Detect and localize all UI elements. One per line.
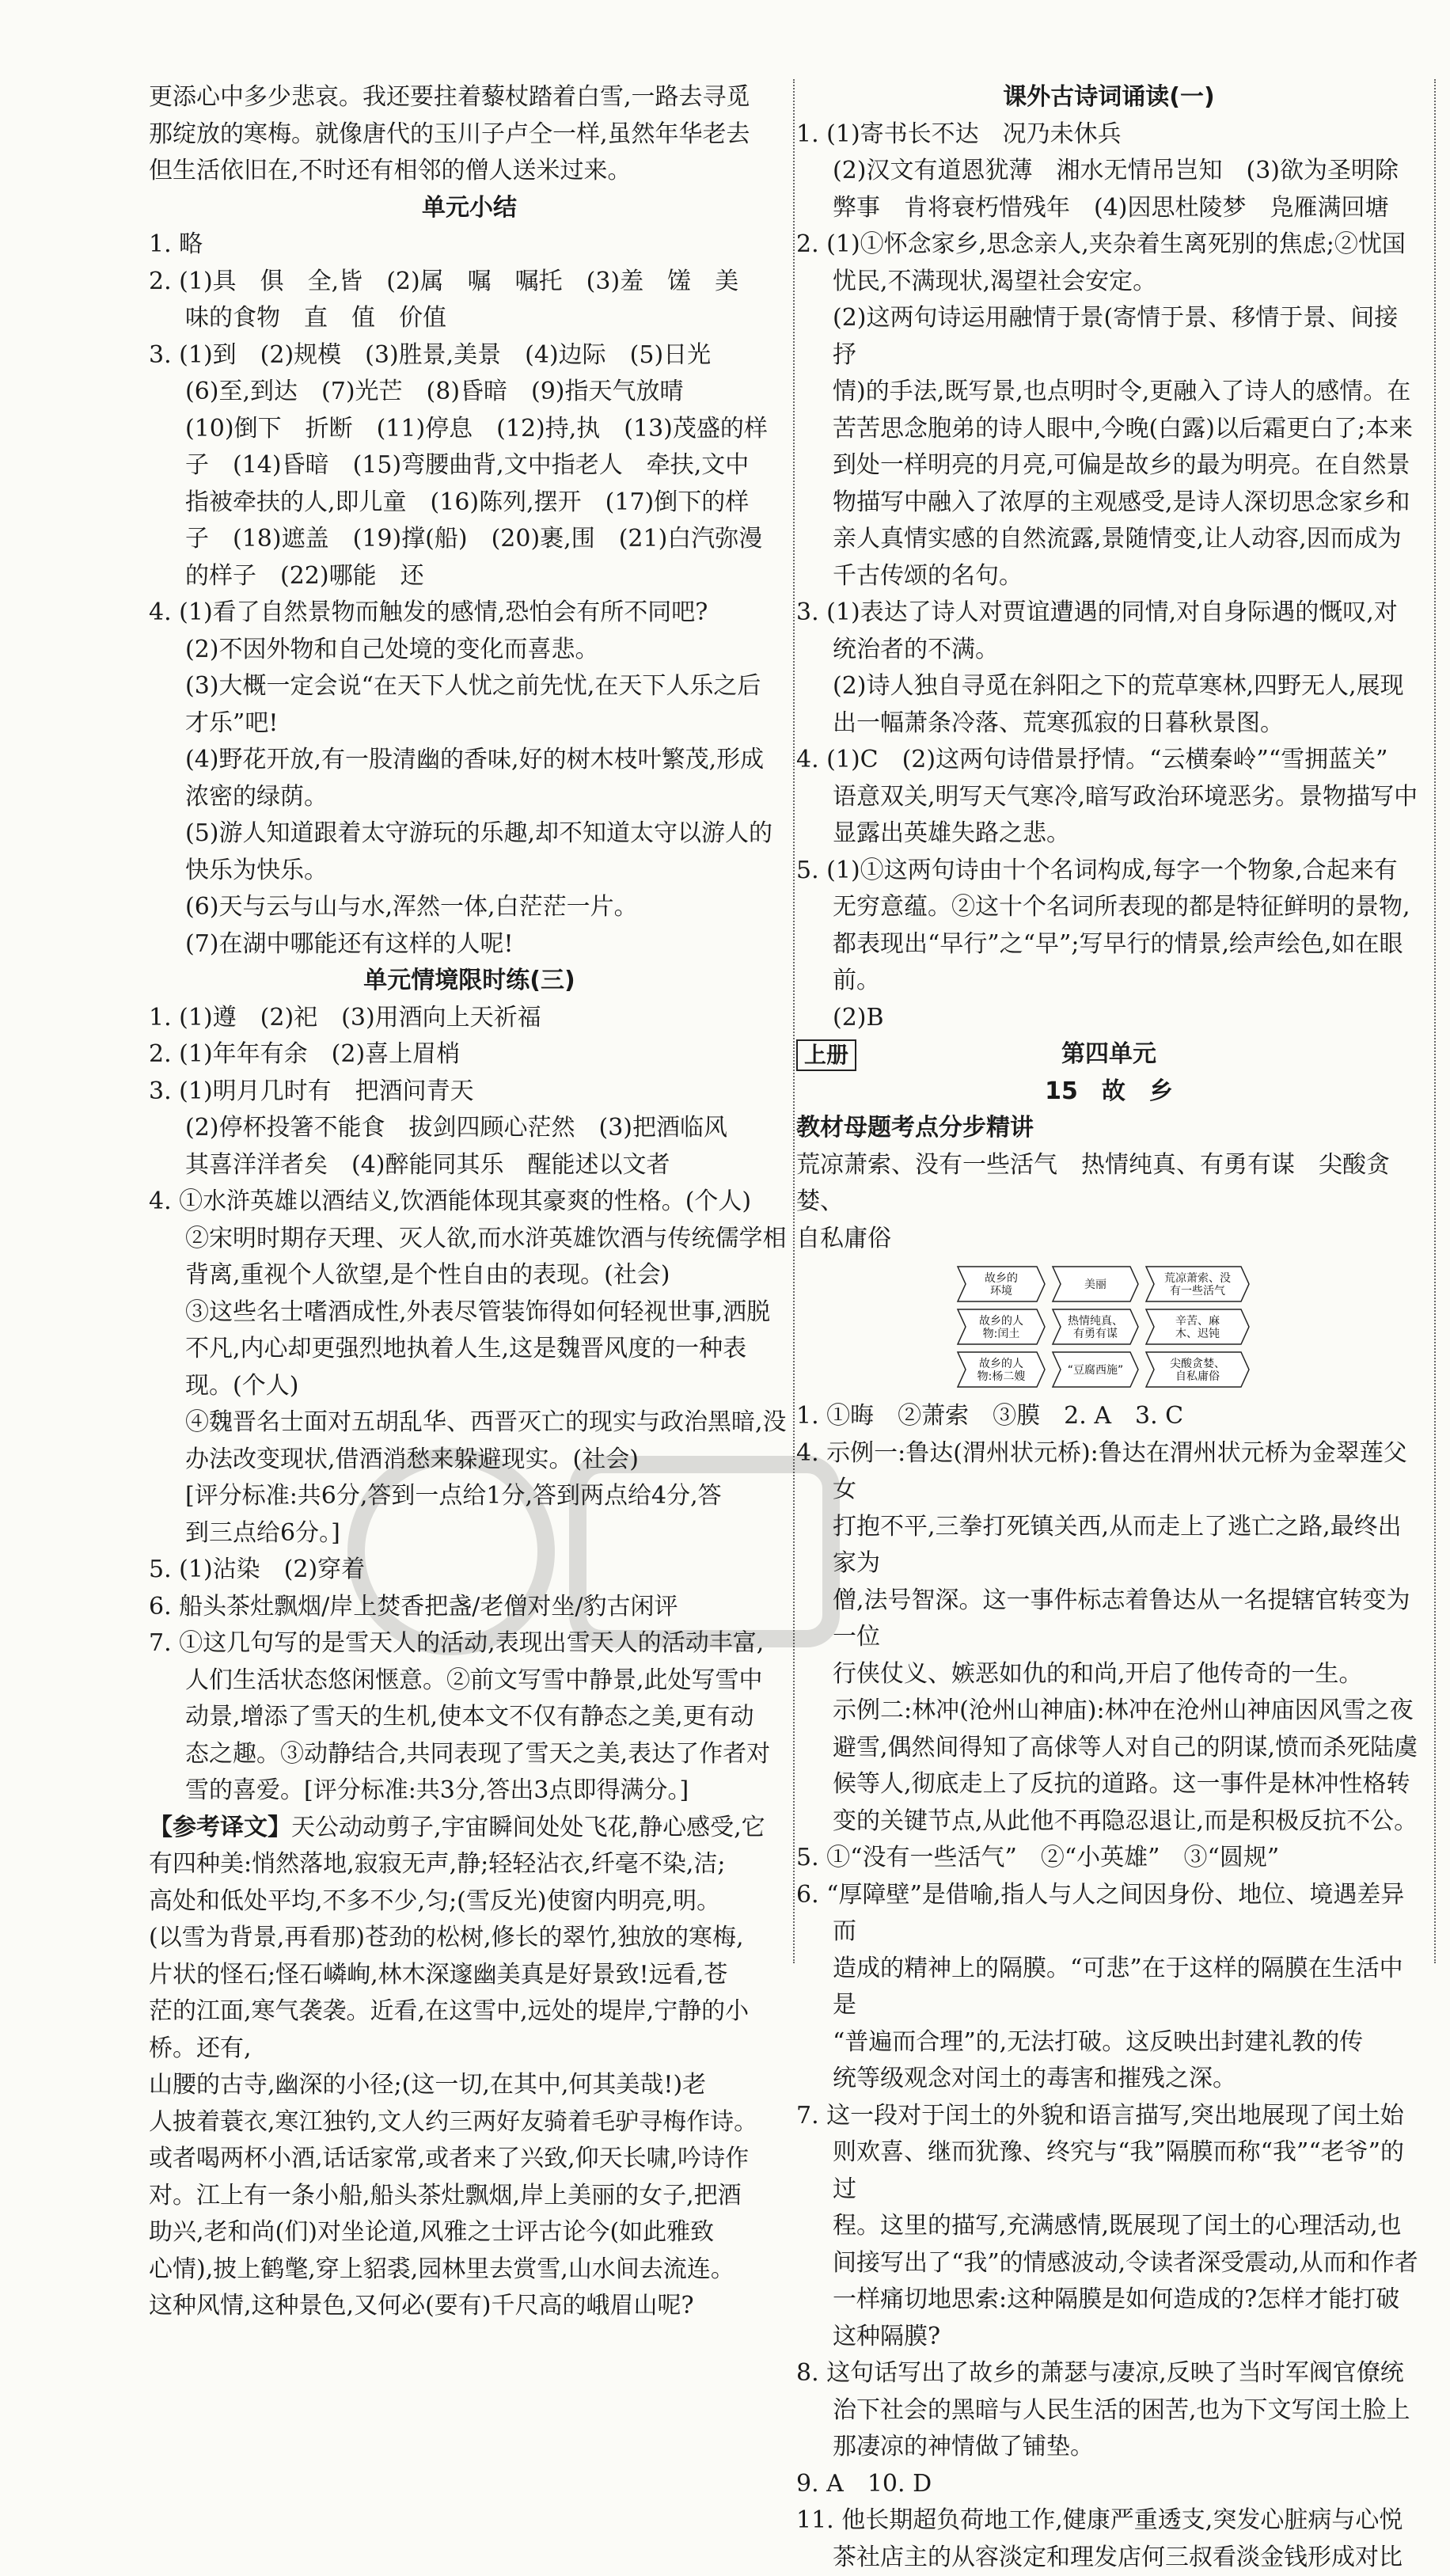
answer-line: 2. (1)①怀念家乡,思念亲人,夹杂着生离死别的焦虑;②忧国 [796, 226, 1422, 264]
answer-line: 2. (1)年年有余 (2)喜上眉梢 [149, 1036, 790, 1073]
answer-line: 才乐”吧! [149, 705, 790, 743]
answer-line: 8. 这句话写出了故乡的萧瑟与凄凉,反映了当时军阀官僚统 [796, 2355, 1422, 2392]
answer-line: 背离,重视个人欲望,是个性自由的表现。(社会) [149, 1257, 790, 1294]
translation-line: 对。江上有一条小船,船头茶灶飘烟,岸上美丽的女子,把酒 [149, 2178, 790, 2215]
answer-line: 4. (1)C (2)这两句诗借景抒情。“云横秦岭”“雪拥蓝关” [796, 742, 1422, 779]
answer-line: 则欢喜、继而犹豫、终究与“我”隔膜而称“我”“老爷”的过 [796, 2134, 1422, 2208]
answer-line: 示例二:林冲(沧州山神庙):林冲在沧州山神庙因风雪之夜 [796, 1693, 1422, 1730]
translation-line: 这种风情,这种景色,又何必(要有)千尺高的峨眉山呢? [149, 2288, 790, 2325]
answer-line: ②宋明时期存天理、灭人欲,而水浒英雄饮酒与传统儒学相 [149, 1221, 790, 1258]
answer-line: 4. 示例一:鲁达(渭州状元桥):鲁达在渭州状元桥为金翠莲父女 [796, 1435, 1422, 1509]
volume-tag: 上册 [796, 1039, 856, 1071]
answer-line: 打抱不平,三拳打死镇关西,从而走上了逃亡之路,最终出家为 [796, 1509, 1422, 1582]
translation-line: (以雪为背景,再看那)苍劲的松树,修长的翠竹,独放的寒梅, [149, 1920, 790, 1957]
answer-line: 僧,法号智深。这一事件标志着鲁达从一名提辖官转变为一位 [796, 1582, 1422, 1656]
diagram-label: 辛苦、麻 [1175, 1314, 1220, 1328]
answer-line: (7)在湖中哪能还有这样的人呢! [149, 926, 790, 963]
answer-line: 指被牵扶的人,即儿童 (16)陈列,摆开 (17)倒下的样 [149, 484, 790, 522]
answer-line: 现。(个人) [149, 1368, 790, 1405]
answer-line: 1. 略 [149, 226, 790, 264]
lesson-title: 15 故 乡 [796, 1073, 1422, 1111]
diagram-label: “豆腐西施” [1068, 1364, 1124, 1377]
answer-line: 统等级观念对闰土的毒害和摧残之深。 [796, 2061, 1422, 2098]
diagram-label: 物:杨二嫂 [977, 1370, 1026, 1383]
diagram-label: 尖酸贪婪、 [1170, 1357, 1225, 1370]
answer-line: 避雪,偶然间得知了高俅等人对自己的阴谋,愤而杀死陆虞 [796, 1730, 1422, 1767]
key-line: 荒凉萧索、没有一些活气 热情纯真、有勇有谋 尖酸贪婪、 [796, 1147, 1422, 1221]
answer-line: (3)大概一定会说“在天下人忧之前先忧,在天下人乐之后 [149, 668, 790, 705]
answer-line: 无穷意蕴。②这十个名词所表现的都是特征鲜明的景物, [796, 889, 1422, 926]
answer-line: 办法改变现状,借酒消愁来躲避现实。(社会) [149, 1442, 790, 1479]
answer-line: 亲人真情实感的自然流露,景随情变,让人动容,因而成为 [796, 521, 1422, 558]
translation-line: 有四种美:悄然落地,寂寂无声,静;轻轻沾衣,纤毫不染,洁; [149, 1846, 790, 1883]
answer-line: (2)B [796, 1000, 1422, 1037]
answer-line: 苦苦思念胞弟的诗人眼中,今晚(白露)以后霜更白了;本来 [796, 411, 1422, 448]
text-line: 那绽放的寒梅。就像唐代的玉川子卢仝一样,虽然年华老去 [149, 116, 790, 154]
answer-line: 变的关键节点,从此他不再隐忍退让,而是积极反抗不公。 [796, 1803, 1422, 1841]
answer-line: 浓密的绿荫。 [149, 779, 790, 816]
answer-line: 其喜洋洋者矣 (4)醉能同其乐 醒能述以文者 [149, 1147, 790, 1184]
answer-line: 程。这里的描写,充满感情,既展现了闰土的心理活动,也 [796, 2208, 1422, 2245]
intro-paragraph [149, 79, 790, 190]
answer-line: 1. (1)遵 (2)祀 (3)用酒向上天祈福 [149, 1000, 790, 1037]
answer-line: ③这些名士嗜酒成性,外表尽管装饰得如何轻视世事,洒脱 [149, 1294, 790, 1332]
diagram-label: 有一些活气 [1170, 1284, 1225, 1297]
answer-line: 情)的手法,既写景,也点明时令,更融入了诗人的感情。在 [796, 374, 1422, 411]
answer-line: 统治者的不满。 [796, 632, 1422, 669]
lesson-answers [796, 1398, 1422, 2576]
answer-line: 物描写中融入了浓厚的主观感受,是诗人深切思念家乡和 [796, 484, 1422, 522]
translation-line: 助兴,老和尚(们)对坐论道,风雅之士评古论今(如此雅致 [149, 2214, 790, 2251]
answer-line: (2)这两句诗运用融情于景(寄情于景、移情于景、间接抒 [796, 300, 1422, 374]
answer-line: 那凄凉的神情做了铺垫。 [796, 2429, 1422, 2466]
answer-line: 2. (1)具 俱 全,皆 (2)属 嘱 嘱托 (3)羞 馐 美 [149, 264, 790, 301]
translation-line: 心情),披上鹤氅,穿上貂裘,园林里去赏雪,山水间去流连。 [149, 2251, 790, 2289]
answer-line: 这种隔膜? [796, 2319, 1422, 2356]
translation-label: 【参考译文】 [149, 1814, 291, 1841]
text-line: 更添心中多少悲哀。我还要拄着藜杖踏着白雪,一路去寻觅 [149, 79, 790, 116]
translation-line: 人披着蓑衣,寒江独钓,文人约三两好友骑着毛驴寻梅作诗。 [149, 2104, 790, 2141]
answer-line: 7. 这一段对于闰土的外貌和语言描写,突出地展现了闰土始 [796, 2098, 1422, 2135]
answer-line: 都表现出“早行”之“早”;写早行的情景,绘声绘色,如在眼 [796, 926, 1422, 963]
answer-line: 5. (1)沾染 (2)穿着 [149, 1552, 790, 1589]
answer-line: 千古传颂的名句。 [796, 558, 1422, 595]
answer-line: ④魏晋名士面对五胡乱华、西晋灭亡的现实与政治黑暗,没 [149, 1404, 790, 1442]
diagram-label: 物:闰土 [983, 1327, 1020, 1340]
diagram-label: 自私庸俗 [1175, 1370, 1220, 1383]
unit-title: 第四单元 [796, 1036, 1422, 1073]
unit-header-row [796, 1036, 1422, 1073]
translation-first-line [149, 1810, 790, 1847]
answer-line: 5. (1)①这两句诗由十个名词构成,每字一个物象,合起来有 [796, 853, 1422, 890]
diagram-label: 荒凉萧索、没 [1164, 1271, 1231, 1285]
translation-line: 茫的江面,寒气袭袭。近看,在这雪中,远处的堤岸,宁静的小桥。还有, [149, 1993, 790, 2067]
answer-line: 出一幅萧条冷落、荒寒孤寂的日暮秋景图。 [796, 705, 1422, 743]
answer-line: 行侠仗义、嫉恶如仇的和尚,开启了他传奇的一生。 [796, 1656, 1422, 1693]
answer-line: 3. (1)明月几时有 把酒问青天 [149, 1073, 790, 1111]
translation-body [149, 1846, 790, 2325]
diagram-label: 故乡的 [985, 1272, 1018, 1285]
answer-line: (2)不因外物和自己处境的变化而喜悲。 [149, 632, 790, 669]
section-heading-unit-summary: 单元小结 [149, 190, 790, 227]
answer-line: 4. (1)看了自然景物而触发的感情,恐怕会有所不同吧? [149, 595, 790, 632]
answer-line: (2)停杯投箸不能食 拔剑四顾心茫然 (3)把酒临风 [149, 1110, 790, 1147]
diagram-label: 有勇有谋 [1073, 1327, 1118, 1340]
answer-line: 6. “厚障壁”是借喻,指人与人之间因身份、地位、境遇差异而 [796, 1877, 1422, 1951]
answer-line: 11. 他长期超负荷地工作,健康严重透支,突发心脏病与心悦 [796, 2502, 1422, 2540]
answer-line: 6. 船头茶灶飘烟/岸上焚香把盏/老僧对坐/豹古闲评 [149, 1589, 790, 1626]
right-edge-divider [1434, 79, 1436, 1963]
answer-line: 1. ①晦 ②萧索 ③膜 2. A 3. C [796, 1398, 1422, 1435]
translation-line: 山腰的古寺,幽深的小径;(这一切,在其中,何其美哉!)老 [149, 2067, 790, 2104]
translation-line: 或者喝两杯小酒,话话家常,或者来了兴致,仰天长啸,吟诗作 [149, 2141, 790, 2178]
answer-line: 间接写出了“我”的情感波动,令读者深受震动,从而和作者 [796, 2245, 1422, 2282]
answer-line: (4)野花开放,有一股清幽的香味,好的树木枝叶繁茂,形成 [149, 742, 790, 779]
key-line: 自私庸俗 [796, 1221, 1422, 1258]
answer-line: “普遍而合理”的,无法打破。这反映出封建礼教的传 [796, 2024, 1422, 2061]
answer-line: (6)至,到达 (7)光芒 (8)昏暗 (9)指天气放晴 [149, 374, 790, 411]
diagram-label: 环境 [990, 1285, 1012, 1297]
answer-line: 5. ①“没有一些活气” ②“小英雄” ③“圆规” [796, 1840, 1422, 1877]
answer-line: 显露出英雄失路之悲。 [796, 815, 1422, 853]
section-heading-practice: 单元情境限时练(三) [149, 963, 790, 1000]
answer-line: 3. (1)表达了诗人对贾谊遭遇的同情,对自身际遇的慨叹,对 [796, 595, 1422, 632]
structure-diagram [796, 1262, 1422, 1395]
answer-line: 子 (14)昏暗 (15)弯腰曲背,文中指老人 牵扶,文中 [149, 447, 790, 484]
answer-line: 4. ①水浒英雄以酒结义,饮酒能体现其豪爽的性格。(个人) [149, 1184, 790, 1221]
answer-line: 子 (18)遮盖 (19)撑(船) (20)裹,围 (21)白汽弥漫 [149, 521, 790, 558]
answer-line: 态之趣。③动静结合,共同表现了雪天之美,表达了作者对 [149, 1736, 790, 1773]
translation-line: 片状的怪石;怪石嶙峋,林木深邃幽美真是好景致!远看,苍 [149, 1957, 790, 1994]
text-line: 但生活依旧在,不时还有相邻的僧人送米过来。 [149, 153, 790, 190]
key-phrases [796, 1147, 1422, 1258]
answer-line: (10)倒下 折断 (11)停息 (12)持,执 (13)茂盛的样 [149, 411, 790, 448]
diagram-label: 美丽 [1084, 1279, 1106, 1291]
answer-line: (6)天与云与山与水,浑然一体,白茫茫一片。 [149, 889, 790, 926]
answer-line: 的样子 (22)哪能 还 [149, 558, 790, 595]
diagram-label: 故乡的人 [979, 1315, 1023, 1328]
left-column [149, 79, 790, 2325]
answer-line: 人们生活状态悠闲惬意。②前文写雪中静景,此处写雪中 [149, 1662, 790, 1700]
section-heading-poetry: 课外古诗词诵读(一) [796, 79, 1422, 116]
answer-line: 9. A 10. D [796, 2466, 1422, 2503]
poetry-answers [796, 116, 1422, 1037]
answer-line: (2)汉文有道恩犹薄 湘水无情吊岂知 (3)欲为圣明除 [796, 153, 1422, 190]
diagram-label: 热情纯真、 [1068, 1314, 1123, 1328]
answer-line: 快乐为快乐。 [149, 853, 790, 890]
answer-line: (5)游人知道跟着太守游玩的乐趣,却不知道太守以游人的 [149, 815, 790, 853]
answer-line: 味的食物 直 值 价值 [149, 300, 790, 337]
answer-line: (2)诗人独自寻觅在斜阳之下的荒草寒林,四野无人,展现 [796, 668, 1422, 705]
translation-line: 高处和低处平均,不多不少,匀;(雪反光)使窗内明亮,明。 [149, 1883, 790, 1921]
answer-line: 前。 [796, 963, 1422, 1000]
answer-line: 不凡,内心却更强烈地执着人生,这是魏晋风度的一种表 [149, 1331, 790, 1368]
answer-line: 造成的精神上的隔膜。“可悲”在于这样的隔膜在生活中是 [796, 1951, 1422, 2024]
right-column [796, 79, 1422, 2576]
diagram-label: 故乡的人 [979, 1358, 1023, 1370]
answer-line: 语意双关,明写天气寒冷,暗写政治环境恶劣。景物描写中 [796, 779, 1422, 816]
answer-line: 7. ①这几句写的是雪天人的活动,表现出雪天人的活动丰富, [149, 1625, 790, 1662]
answer-line: [评分标准:共6分,答到一点给1分,答到两点给4分,答 [149, 1478, 790, 1515]
answer-line: 1. (1)寄书长不达 况乃未休兵 [796, 116, 1422, 154]
answer-line: 动景,增添了雪天的生机,使本文不仅有静态之美,更有动 [149, 1699, 790, 1736]
column-divider [793, 79, 795, 1963]
answer-line: 候等人,彻底走上了反抗的道路。这一事件是林冲性格转 [796, 1766, 1422, 1803]
section-label: 教材母题考点分步精讲 [796, 1110, 1422, 1147]
translation-first-text: 天公动动剪子,宇宙瞬间处处飞花,静心感受,它 [291, 1814, 765, 1841]
practice-answers [149, 1000, 790, 1810]
answer-line: 弊事 肯将衰朽惜残年 (4)因思杜陵梦 凫雁满回塘 [796, 190, 1422, 227]
answer-line: 茶社店主的从容淡定和理发店何三叔看淡金钱形成对比 [796, 2540, 1422, 2576]
answer-line: 一样痛切地思索:这种隔膜是如何造成的?怎样才能打破 [796, 2282, 1422, 2319]
diagram-label: 木、迟钝 [1175, 1327, 1220, 1340]
answer-line: 忧民,不满现状,渴望社会安定。 [796, 264, 1422, 301]
answer-line: 到三点给6分。] [149, 1515, 790, 1552]
unit-summary-answers [149, 226, 790, 963]
answer-line: 3. (1)到 (2)规模 (3)胜景,美景 (4)边际 (5)日光 [149, 337, 790, 374]
answer-line: 雪的喜爱。[评分标准:共3分,答出3点即得满分。] [149, 1772, 790, 1810]
answer-line: 治下社会的黑暗与人民生活的困苦,也为下文写闰土脸上 [796, 2392, 1422, 2430]
answer-line: 到处一样明亮的月亮,可偏是故乡的最为明亮。在自然景 [796, 447, 1422, 484]
